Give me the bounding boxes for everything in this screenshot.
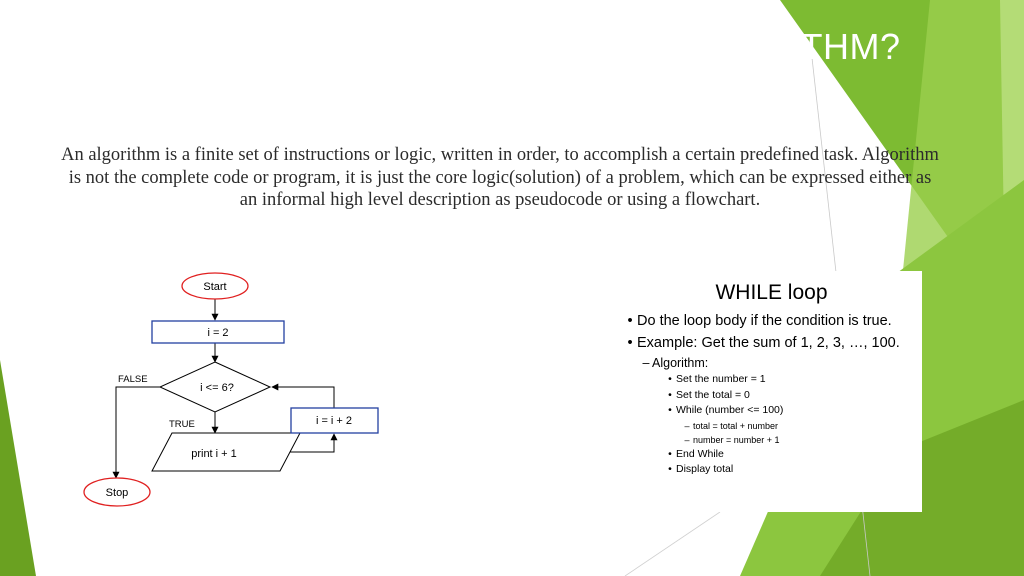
while-loop-title: WHILE loop — [715, 281, 828, 304]
dash-marker: – — [684, 434, 690, 445]
while-loop-item-text: Set the number = 1 — [676, 373, 766, 385]
bullet-marker: • — [668, 463, 672, 475]
while-loop-item — [623, 419, 900, 433]
while-loop-item-text: Algorithm: — [652, 356, 709, 370]
while-loop-item-text: End While — [676, 447, 724, 460]
deco-line-2 — [625, 512, 720, 576]
true-label: TRUE — [169, 419, 195, 430]
while-loop-item — [623, 354, 900, 372]
init-label: i = 2 — [207, 327, 229, 339]
while-loop-item-text: Example: Get the sum of 1, 2, 3, …, 100. — [637, 334, 900, 351]
bullet-marker: • — [668, 404, 672, 416]
while-loop-panel — [611, 271, 922, 512]
while-loop-item-text: Set the total = 0 — [676, 388, 750, 401]
increment-label: i = i + 2 — [315, 415, 353, 427]
while-loop-item — [623, 372, 900, 388]
print-label: print i + 1 — [191, 448, 237, 460]
while-loop-item — [623, 333, 900, 355]
flowchart — [100, 260, 400, 520]
dash-marker: – — [642, 356, 650, 370]
bullet-marker: • — [668, 388, 672, 401]
bullet-marker: • — [668, 447, 672, 460]
bullet-marker: • — [627, 334, 633, 351]
while-loop-item — [623, 311, 900, 333]
while-loop-item — [623, 388, 900, 404]
body-paragraph: An algorithm is a finite set of instructions or logic, written in order, to accomplish a certain predefined task. Algorithm is not the complete code or program, it is just the core logic(solution) of a problem, which can be expressed either as an informal high level description as pseudocode or using a flowchart. — [61, 145, 939, 210]
while-loop-item — [623, 462, 900, 478]
while-loop-item-text: While (number <= 100) — [676, 404, 784, 416]
bullet-marker: • — [627, 313, 633, 329]
start-label: Start — [203, 281, 227, 293]
while-loop-item-text: Display total — [676, 463, 734, 475]
green-shape-left — [0, 360, 36, 576]
while-loop-item-text: number = number + 1 — [693, 434, 780, 445]
arrow-increment-to-condition — [272, 387, 334, 408]
while-loop-list — [623, 311, 900, 478]
while-loop-item — [623, 403, 900, 419]
slide-title: ITHM? — [790, 26, 901, 67]
stop-label: Stop — [105, 487, 129, 499]
while-loop-item — [623, 433, 900, 447]
dash-marker: – — [684, 420, 690, 431]
while-loop-item-text: total = total + number — [693, 420, 779, 431]
while-loop-item-text: Do the loop body if the condition is true. — [637, 313, 892, 329]
while-loop-item — [623, 447, 900, 463]
condition-label: i <= 6? — [200, 382, 234, 394]
bullet-marker: • — [668, 373, 672, 385]
body-text — [60, 144, 940, 212]
false-label: FALSE — [118, 374, 148, 385]
